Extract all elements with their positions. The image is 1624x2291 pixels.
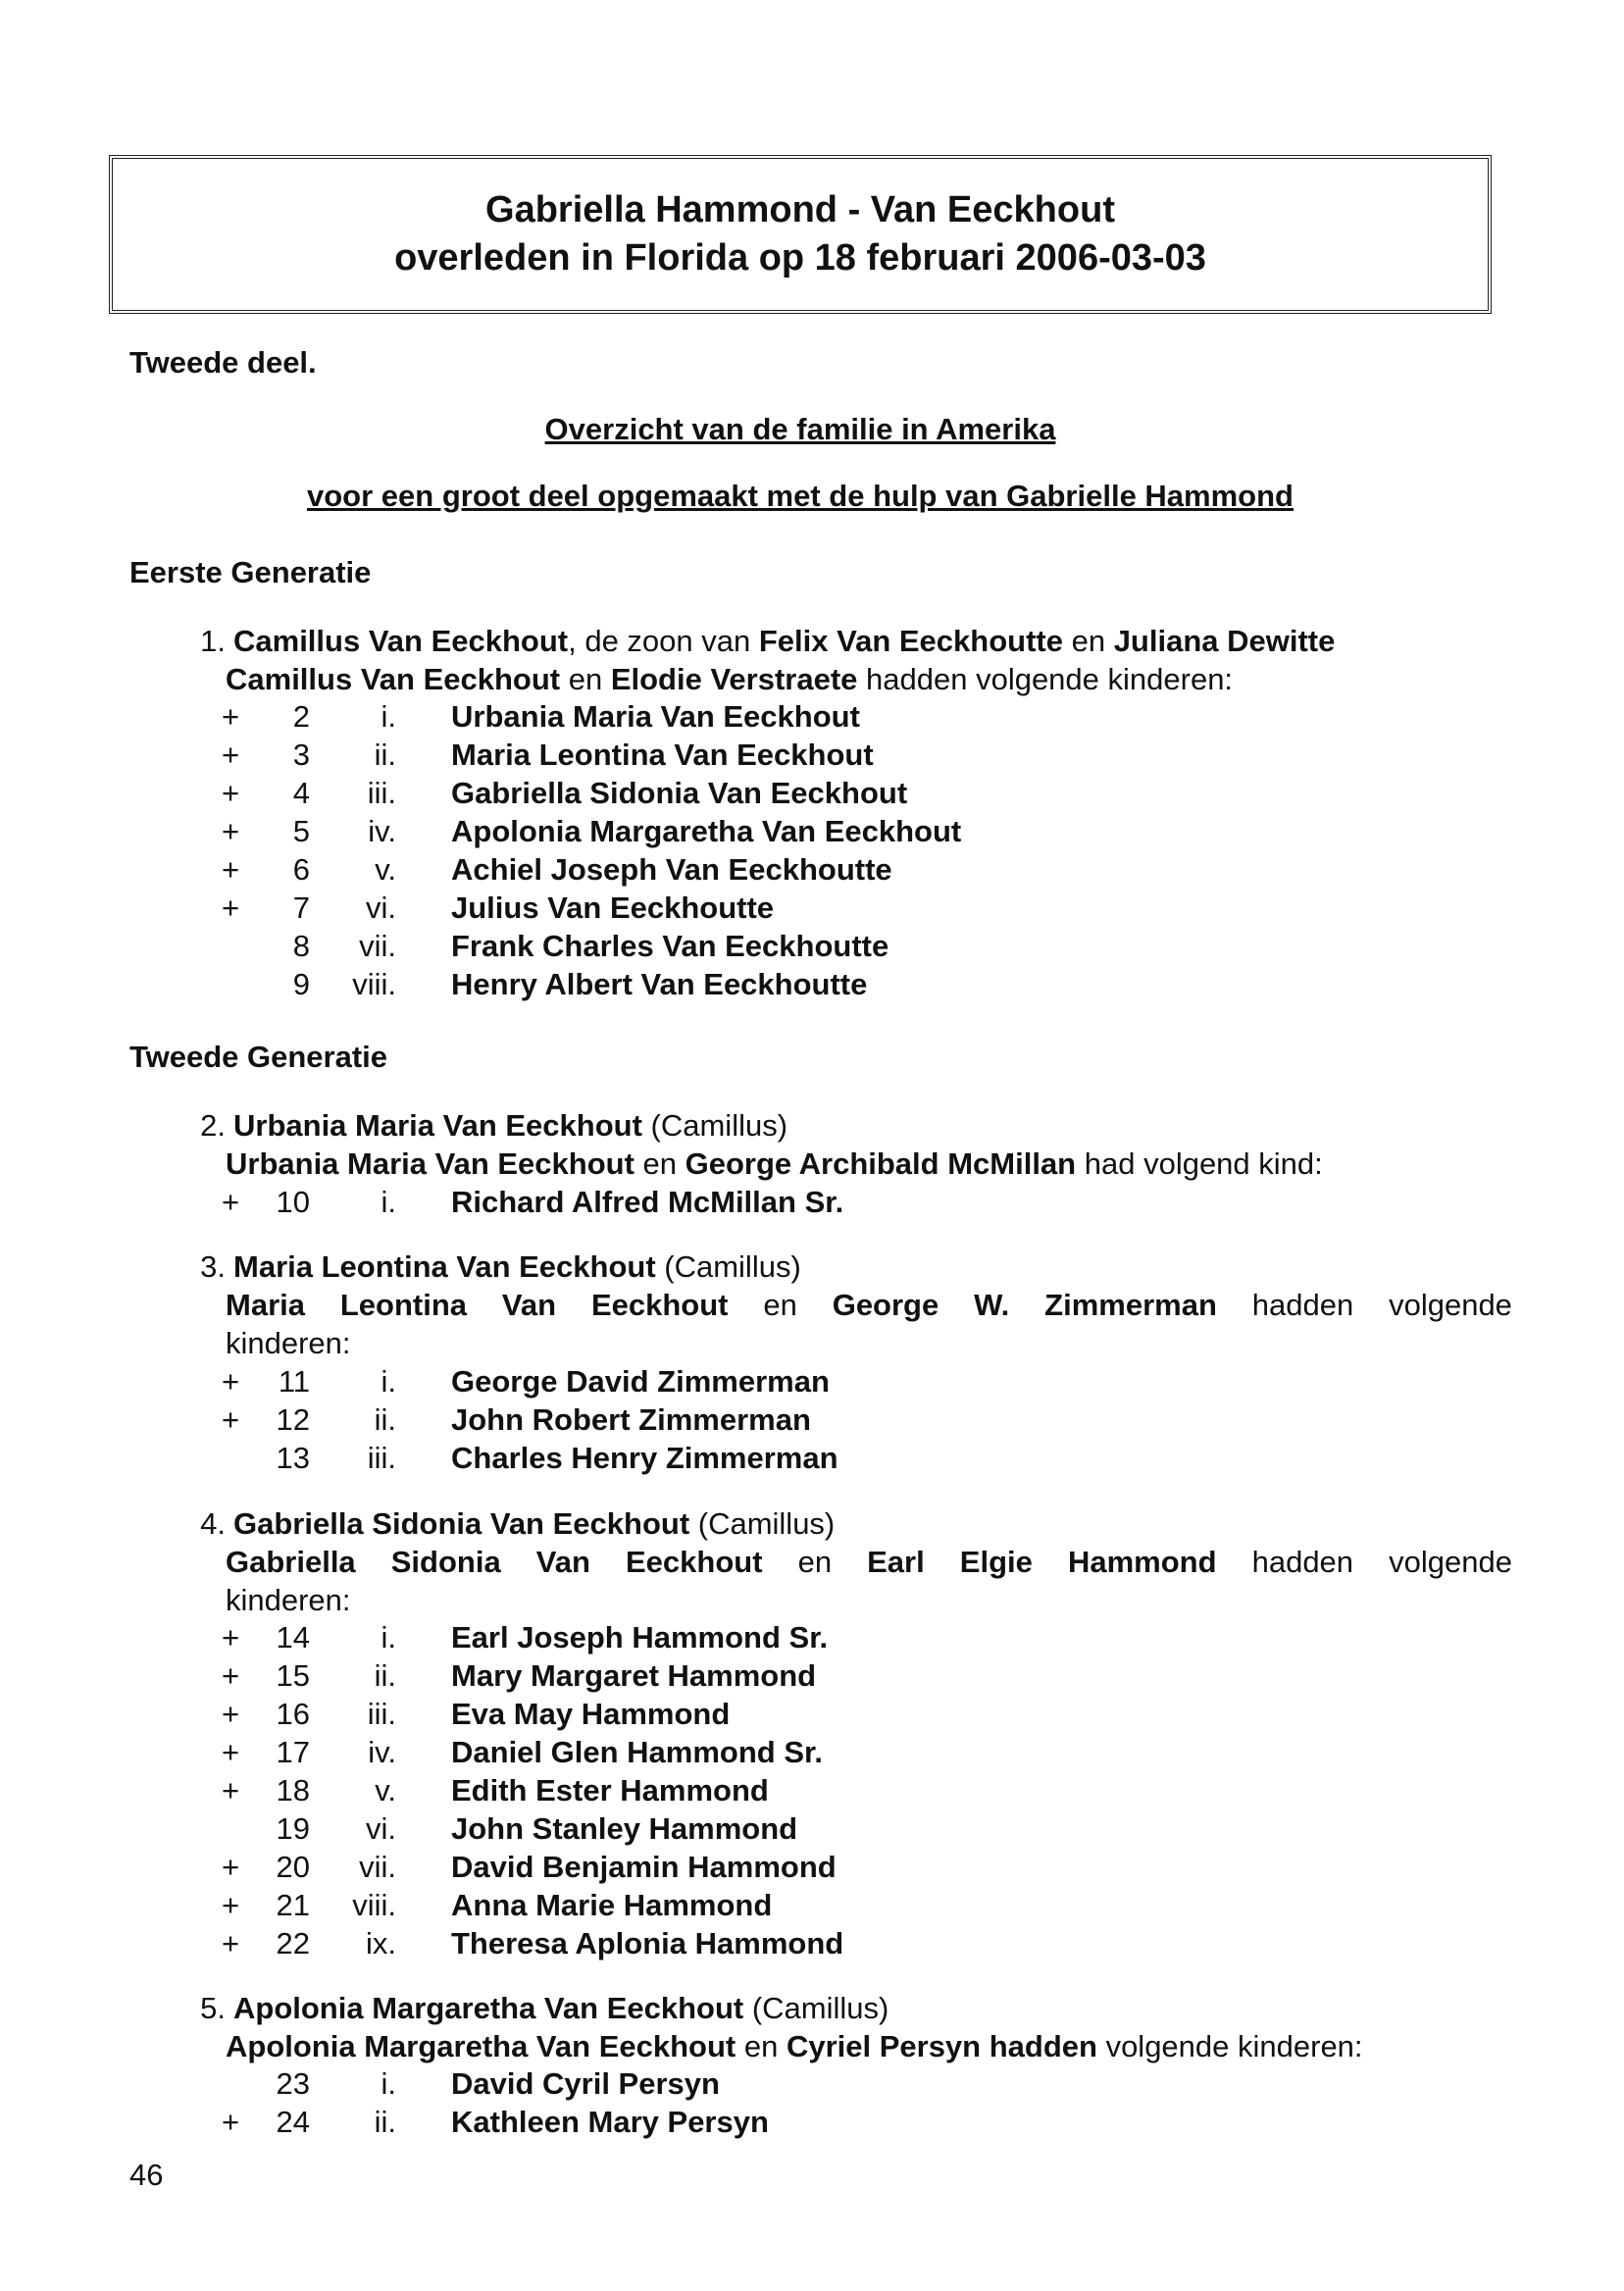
part-label: Tweede deel. <box>129 345 317 380</box>
child-row: + 7 vi. Julius Van Eeckhoutte <box>222 891 775 925</box>
child-name: John Robert Zimmerman <box>451 1402 811 1437</box>
partner-and: en <box>736 2029 787 2063</box>
family-parent: (Camillus) <box>689 1506 836 1541</box>
child-name: David Benjamin Hammond <box>451 1850 837 1884</box>
family-head: Maria Leontina Van Eeckhout <box>233 1249 656 1284</box>
partner-and: en <box>560 662 611 696</box>
overview-title: Overzicht van de familie in Amerika <box>544 412 1056 446</box>
child-row: + 5 iv. Apolonia Margaretha Van Eeckhout <box>222 814 962 848</box>
child-row: + 3 ii. Maria Leontina Van Eeckhout <box>222 738 874 772</box>
child-row: + 18 v. Edith Ester Hammond <box>222 1773 769 1807</box>
child-row: + 4 iii. Gabriella Sidonia Van Eeckhout <box>222 776 908 810</box>
family-head-suffix: , de zoon van <box>568 624 759 658</box>
family-parent: (Camillus) <box>655 1249 801 1284</box>
child-row: + 24 ii. Kathleen Mary Persyn <box>222 2105 769 2139</box>
title-box <box>109 155 1492 314</box>
partner-2: Cyriel Persyn hadden <box>786 2029 1097 2063</box>
family-head: Camillus Van Eeckhout <box>233 624 569 658</box>
child-name: Kathleen Mary Persyn <box>451 2105 769 2139</box>
child-row: + 22 ix. Theresa Aplonia Hammond <box>222 1926 844 1960</box>
child-row: 9 viii. Henry Albert Van Eeckhoutte <box>292 967 868 1001</box>
family-entry-4: 4. Gabriella Sidonia Van Eeckhout (Camillus) Gabriella Sidonia Van Eeckhout en Earl Elgie Hammond hadden volgende kinderen: <box>186 1504 1512 1619</box>
family-number: 5. <box>200 1991 226 2025</box>
child-row: 13 iii. Charles Henry Zimmerman <box>276 1441 838 1475</box>
family-entry-5 <box>186 1989 1363 2065</box>
partner-2: Elodie Verstraete <box>610 662 858 696</box>
partner-and: en <box>634 1146 685 1181</box>
family-conj: en <box>1062 624 1114 658</box>
partner-1: Apolonia Margaretha Van Eeckhout <box>226 2029 736 2063</box>
title-line-2: overleden in Florida op 18 februari 2006-03-03 <box>394 237 1206 279</box>
child-name: Eva May Hammond <box>451 1697 731 1731</box>
child-name: Richard Alfred McMillan Sr. <box>451 1185 844 1219</box>
family-number: 4. <box>200 1506 226 1541</box>
children-list-5 <box>222 2064 769 2141</box>
child-name: Mary Margaret Hammond <box>451 1658 817 1693</box>
child-row: + 2 i. Urbania Maria Van Eeckhout <box>222 699 860 734</box>
family-father: Felix Van Eeckhoutte <box>758 624 1063 658</box>
family-number: 2. <box>200 1108 226 1143</box>
family-entry-1 <box>186 622 1335 698</box>
family-head: Apolonia Margaretha Van Eeckhout <box>233 1991 744 2025</box>
children-intro: kinderen: <box>226 1583 351 1617</box>
children-intro: volgende kinderen: <box>1096 2029 1363 2063</box>
title-line-1: Gabriella Hammond - Van Eeckhout <box>485 189 1115 230</box>
family-head: Gabriella Sidonia Van Eeckhout <box>233 1506 690 1541</box>
child-name: Henry Albert Van Eeckhoutte <box>451 967 868 1001</box>
child-name: Achiel Joseph Van Eeckhoutte <box>451 852 892 887</box>
child-name: Maria Leontina Van Eeckhout <box>451 738 874 772</box>
child-row: + 11 i. George David Zimmerman <box>222 1364 830 1399</box>
child-name: David Cyril Persyn <box>451 2066 720 2101</box>
family-entry-2 <box>186 1106 1323 1183</box>
child-row: 23 i. David Cyril Persyn <box>276 2066 720 2101</box>
family-head: Urbania Maria Van Eeckhout <box>233 1108 642 1143</box>
child-name: Earl Joseph Hammond Sr. <box>451 1620 829 1655</box>
child-name: Theresa Aplonia Hammond <box>451 1926 844 1960</box>
children-intro: hadden volgende kinderen: <box>857 662 1234 696</box>
children-list-4 <box>222 1618 843 1962</box>
child-name: Charles Henry Zimmerman <box>451 1441 838 1475</box>
child-name: Anna Marie Hammond <box>451 1888 773 1922</box>
children-list-3 <box>222 1362 838 1477</box>
child-name: Frank Charles Van Eeckhoutte <box>451 929 889 963</box>
generation-heading-first: Eerste Generatie <box>129 555 372 589</box>
child-row: 8 vii. Frank Charles Van Eeckhoutte <box>292 929 889 963</box>
child-row: + 20 vii. David Benjamin Hammond <box>222 1850 837 1884</box>
generation-heading-second: Tweede Generatie <box>129 1040 388 1074</box>
partner-1: Urbania Maria Van Eeckhout <box>226 1146 634 1181</box>
child-row: + 14 i. Earl Joseph Hammond Sr. <box>222 1620 829 1655</box>
child-row: + 15 ii. Mary Margaret Hammond <box>222 1658 817 1693</box>
child-name: Urbania Maria Van Eeckhout <box>451 699 860 734</box>
child-row: + 16 iii. Eva May Hammond <box>222 1697 731 1731</box>
child-name: Daniel Glen Hammond Sr. <box>451 1735 823 1769</box>
child-row: + 17 iv. Daniel Glen Hammond Sr. <box>222 1735 823 1769</box>
children-intro: had volgend kind: <box>1076 1146 1323 1181</box>
family-number: 1. <box>200 624 226 658</box>
partner-1: Camillus Van Eeckhout <box>226 662 561 696</box>
child-name: John Stanley Hammond <box>451 1811 798 1846</box>
child-row: + 12 ii. John Robert Zimmerman <box>222 1402 811 1437</box>
child-row: 19 vi. John Stanley Hammond <box>276 1811 798 1846</box>
child-name: Edith Ester Hammond <box>451 1773 769 1807</box>
overview-subtitle: voor een groot deel opgemaakt met de hulp van Gabrielle Hammond <box>307 479 1294 513</box>
child-row: + 10 i. Richard Alfred McMillan Sr. <box>222 1185 844 1219</box>
child-name: Julius Van Eeckhoutte <box>451 891 775 925</box>
partner-2: George Archibald McMillan <box>685 1146 1077 1181</box>
child-row: + 6 v. Achiel Joseph Van Eeckhoutte <box>222 852 892 887</box>
family-parent: (Camillus) <box>641 1108 788 1143</box>
children-list-2 <box>222 1183 843 1221</box>
child-name: Gabriella Sidonia Van Eeckhout <box>451 776 908 810</box>
family-mother: Juliana Dewitte <box>1113 624 1336 658</box>
child-name: George David Zimmerman <box>451 1364 830 1399</box>
family-entry-3: 3. Maria Leontina Van Eeckhout (Camillus) Maria Leontina Van Eeckhout en George W. Zimmerman hadden volgende kinderen: <box>186 1247 1512 1362</box>
child-row: + 21 viii. Anna Marie Hammond <box>222 1888 773 1922</box>
children-intro: kinderen: <box>226 1326 351 1360</box>
child-name: Apolonia Margaretha Van Eeckhout <box>451 814 962 848</box>
family-number: 3. <box>200 1249 226 1284</box>
family-parent: (Camillus) <box>743 1991 889 2025</box>
page-number: 46 <box>129 2158 164 2192</box>
children-list-1 <box>222 697 961 1003</box>
